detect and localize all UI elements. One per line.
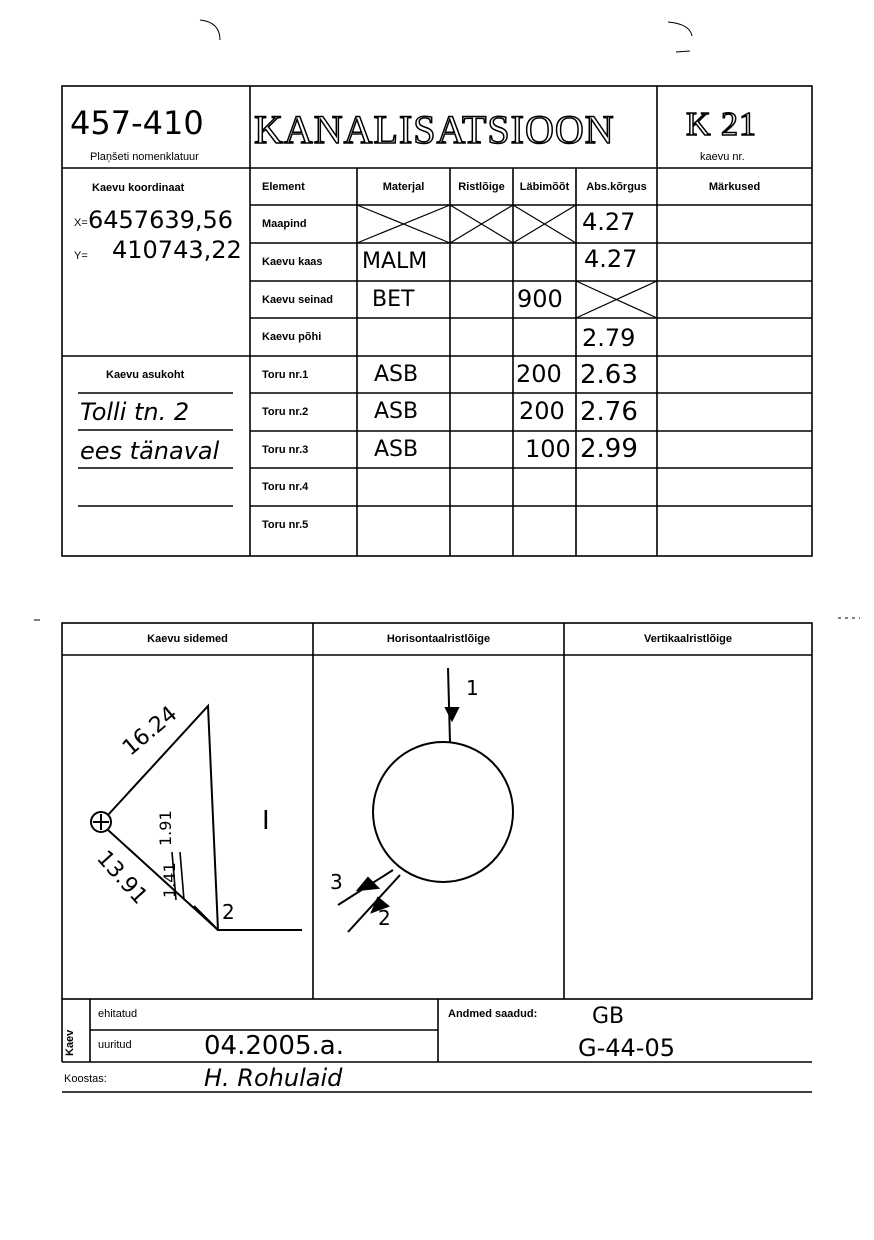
source-value-1: GB — [592, 1004, 625, 1029]
elevation-value: 2.99 — [580, 434, 638, 464]
material-value: ASB — [374, 399, 419, 424]
elevation-value: 2.76 — [580, 397, 638, 427]
elevation-value: 4.27 — [584, 245, 638, 273]
elevation-value: 4.27 — [582, 208, 636, 236]
material-value: ASB — [374, 362, 419, 387]
dimension-label-1: 1.91 — [156, 810, 175, 846]
y-label: Y= — [74, 250, 88, 262]
table-row-element: Toru nr.1 — [262, 368, 309, 381]
x-label: X= — [74, 217, 88, 229]
table-row-element: Toru nr.2 — [262, 406, 309, 418]
dimension-label-2: 1.41 — [160, 862, 179, 898]
pipe-label-1: 1 — [466, 676, 479, 700]
location-line1: Tolli tn. 2 — [80, 398, 190, 426]
col-elevation: Abs.kõrgus — [586, 180, 647, 193]
elevation-value: 2.79 — [582, 324, 636, 352]
surveyed-label: uuritud — [98, 1039, 132, 1051]
building-label: I — [262, 806, 270, 836]
col-ties-header: Kaevu sidemed — [147, 633, 228, 645]
table-row-element: Kaevu kaas — [262, 256, 323, 268]
source-value-2: G-44-05 — [578, 1034, 675, 1062]
kaev-label: Kaev — [64, 1029, 76, 1056]
elevation-value: 2.63 — [580, 360, 638, 390]
table-row-element: Maapind — [262, 218, 307, 230]
page-title: KANALISATSIOON — [254, 107, 615, 152]
col-vertical-header: Vertikaalristlõige — [643, 633, 733, 645]
table-row-element: Toru nr.5 — [262, 518, 309, 531]
corner-label: 2 — [222, 900, 235, 924]
table-row-element: Toru nr.3 — [262, 443, 309, 456]
diameter-value: 900 — [517, 285, 563, 313]
surveyed-value: 04.2005.a. — [204, 1031, 344, 1061]
distance-label-2: 13.91 — [91, 846, 153, 910]
col-material: Materjal — [382, 180, 425, 193]
location-line2: ees tänaval — [80, 437, 220, 465]
col-section: Ristlõige — [458, 180, 505, 193]
built-label: ehitatud — [98, 1008, 138, 1020]
well-number-label: kaevu nr. — [700, 151, 745, 163]
diameter-value: 200 — [519, 397, 565, 425]
location-label: Kaevu asukoht — [106, 369, 185, 381]
col-diameter: Läbimõõt — [519, 180, 570, 193]
compiler-value: H. Rohulaid — [204, 1064, 343, 1092]
diameter-value: 200 — [516, 360, 562, 388]
nomenclature-value: 457-410 — [70, 104, 204, 142]
distance-label-1: 16.24 — [118, 701, 183, 762]
source-label: Andmed saadud: — [448, 1008, 538, 1020]
horizontal-section-sketch — [338, 668, 513, 932]
col-element: Element — [262, 180, 305, 193]
material-value: MALM — [362, 249, 428, 274]
material-value: BET — [372, 287, 415, 312]
diameter-value: 100 — [525, 435, 571, 463]
pipe-label-3: 3 — [330, 870, 343, 894]
col-horizontal-header: Horisontaalristlõige — [386, 633, 491, 645]
col-notes: Märkused — [708, 180, 761, 193]
compiler-label: Koostas: — [64, 1073, 107, 1085]
table-row-element: Toru nr.4 — [262, 481, 309, 493]
coordinates-label: Kaevu koordinaat — [92, 182, 185, 194]
y-value: 410743,22 — [112, 236, 242, 264]
table-row-element: Kaevu põhi — [262, 331, 322, 343]
well-number-value: K 21 — [686, 106, 758, 143]
nomenclature-label: Plaņšeti nomenklatuur — [90, 151, 199, 163]
material-value: ASB — [374, 437, 419, 462]
table-row-element: Kaevu seinad — [262, 293, 333, 306]
pipe-label-2: 2 — [378, 906, 391, 930]
x-value: 6457639,56 — [88, 206, 234, 234]
